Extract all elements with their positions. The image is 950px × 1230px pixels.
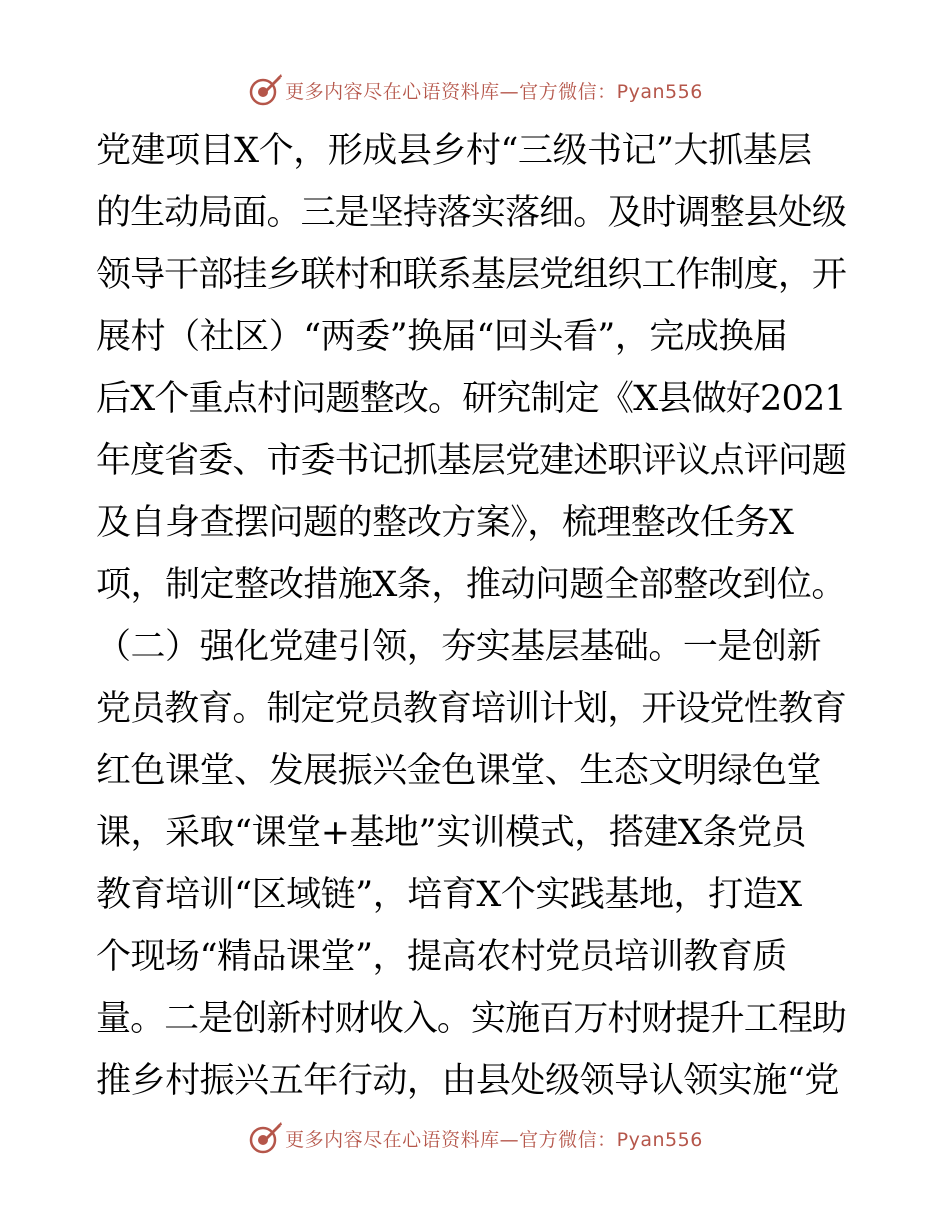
header-watermark [0, 68, 950, 112]
text-line: 领导干部挂乡联村和联系基层党组织工作制度，开 [96, 255, 847, 295]
text-line: 党建项目X个，形成县乡村“三级书记”大抓基层 [96, 131, 812, 171]
text-line: 个现场“精品课堂”，提高农村党员培训教育质 [96, 937, 787, 977]
text-line: 党员教育。制定党员教育培训计划，开设党性教育 [96, 689, 847, 729]
text-line: 年度省委、市委书记抓基层党建述职评议点评问题 [96, 441, 847, 481]
text-line: 推乡村振兴五年行动，由县处级领导认领实施“党 [96, 1061, 839, 1101]
quill-logo-icon [247, 72, 283, 108]
watermark-text: 更多内容尽在心语资料库—官方微信：Pyan556 [285, 1128, 703, 1151]
text-line: 后X个重点村问题整改。研究制定《X县做好2021 [96, 379, 846, 419]
text-line: 的生动局面。三是坚持落实落细。及时调整县处级 [96, 193, 847, 233]
document-body [96, 120, 856, 1112]
text-line: 教育培训“区域链”，培育X个实践基地，打造X [96, 875, 802, 915]
text-line: 及自身查摆问题的整改方案》，梳理整改任务X [96, 503, 794, 543]
section-heading-line: （二）强化党建引领，夯实基层基础。一是创新 [96, 627, 822, 667]
text-line: 红色课堂、发展振兴金色课堂、生态文明绿色堂 [96, 751, 822, 791]
quill-logo-icon [247, 1120, 283, 1156]
text-line: 课，采取“课堂+基地”实训模式，搭建X条党员 [96, 813, 807, 853]
watermark-text: 更多内容尽在心语资料库—官方微信：Pyan556 [285, 80, 703, 103]
text-line: 展村（社区）“两委”换届“回头看”，完成换届 [96, 317, 788, 357]
text-line: 项，制定整改措施X条，推动问题全部整改到位。 [96, 565, 846, 605]
text-line: 量。二是创新村财收入。实施百万村财提升工程助 [96, 999, 847, 1039]
footer-watermark [0, 1116, 950, 1160]
